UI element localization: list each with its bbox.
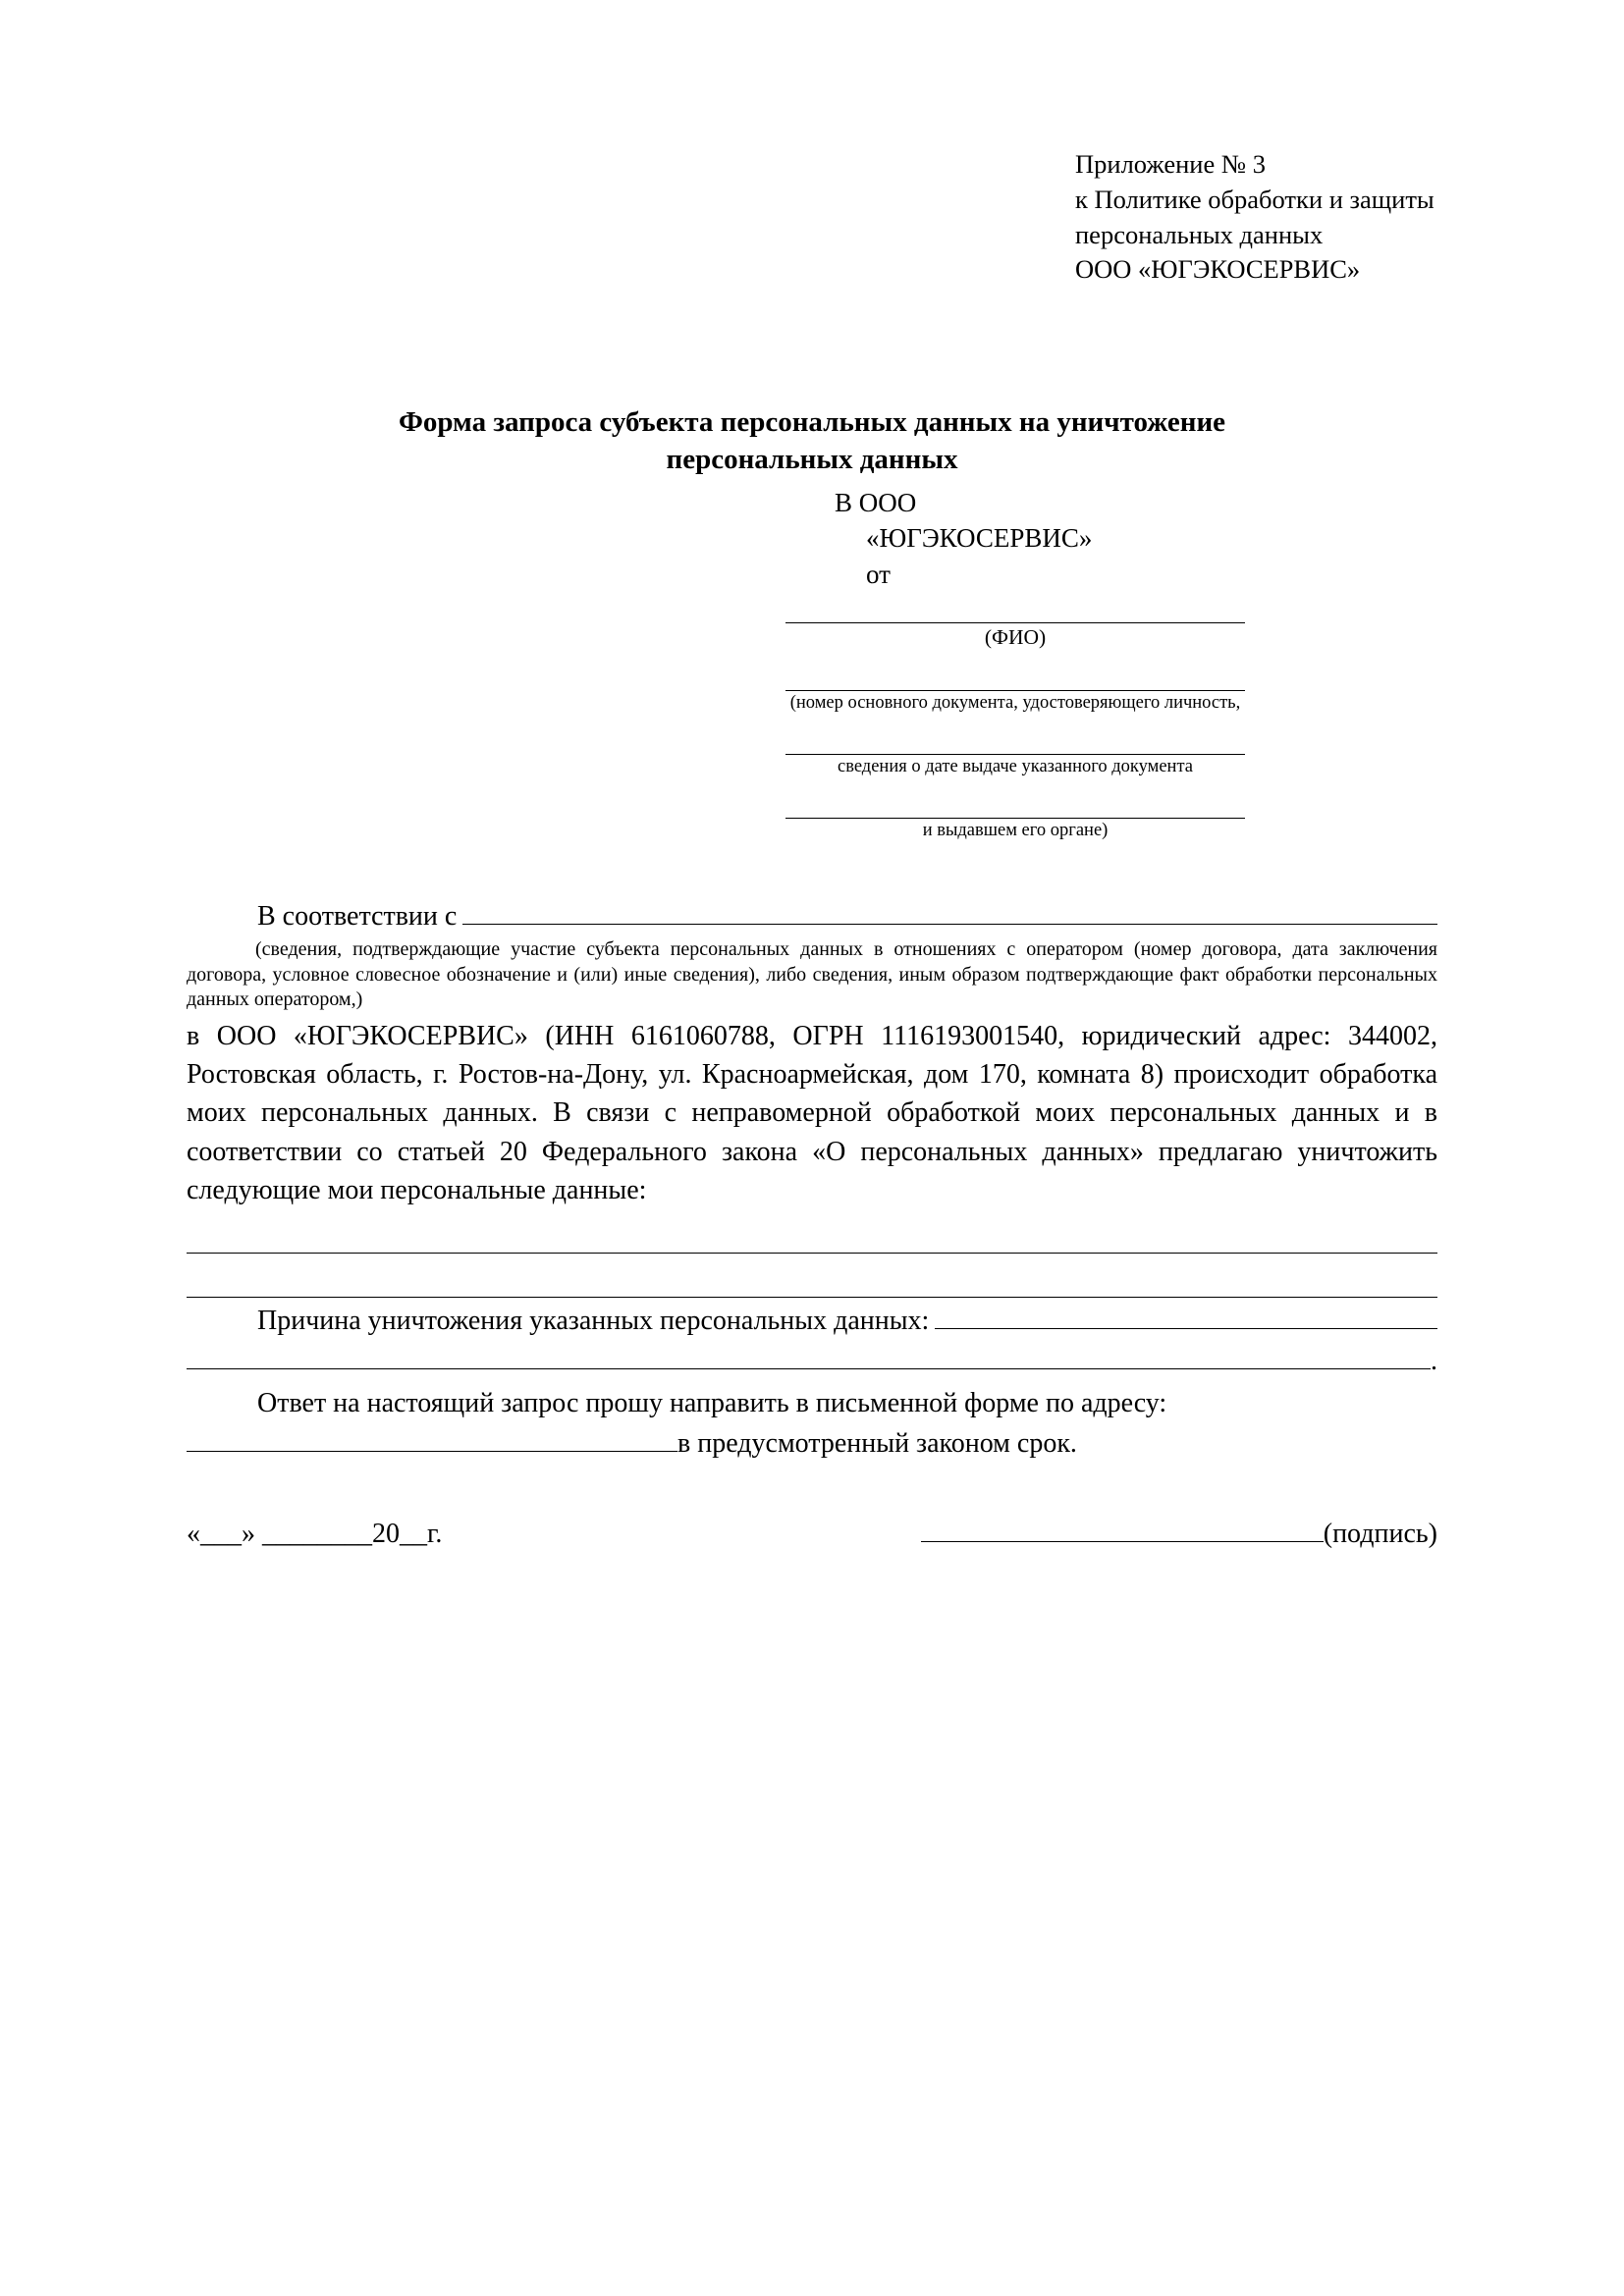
reason-continuation-row [187,1342,1437,1380]
answer-paragraph [187,1384,1437,1422]
appendix-line-1: Приложение № 3 [1075,149,1267,179]
addressee-block [835,485,1437,593]
main-paragraph: в ООО «ЮГЭКОСЕРВИС» (ИНН 6161060788, ОГРН 1116193001540, юридический адрес: 344002, Ростовская область, г. Ростов-на-Дону, ул. Красноармейская, дом 170, комната 8) происходит обработка моих персональных данных. В связи с неправомерной обработкой моих персональных данных и в соответствии со статьей 20 Федерального закона «О персональных данных» предлагаю уничтожить следующие мои персональные данные: [187,1020,1437,1205]
signature-row [187,1515,1437,1553]
signature-label: (подпись) [1323,1518,1437,1549]
document-number-caption: (номер основного документа, удостоверяющего личность, [789,692,1241,713]
address-input-line[interactable] [187,1427,677,1452]
in-accordance-row [187,897,1437,935]
document-date-caption: сведения о дате выдаче указанного документа [838,756,1193,776]
personal-data-input-line-2[interactable] [187,1259,1437,1298]
page-title [187,403,1437,479]
reason-row [187,1302,1437,1340]
date-template[interactable]: «___» ________20__г. [187,1518,443,1549]
page-title-line-1: Форма запроса субъекта персональных данных на уничтожение [398,406,1226,439]
signature-input-line[interactable] [921,1518,1324,1542]
page-title-line-2: персональных данных [666,444,958,476]
answer-text: Ответ на настоящий запрос прошу направить в письменной форме по адресу: [257,1388,1167,1419]
document-issuer-caption: и выдавшем его органе) [922,820,1109,840]
document-body [187,897,1437,1553]
document-issuer-input-line[interactable] [785,790,1245,819]
in-accordance-input-line[interactable] [462,898,1437,925]
applicant-fields [785,595,1245,842]
document-number-input-line[interactable] [785,663,1245,691]
reason-label: Причина уничтожения указанных персональных данных: [257,1305,930,1336]
addressee-line-3: от [866,560,891,590]
in-accordance-note [187,937,1437,1013]
fio-input-line[interactable] [785,595,1245,623]
appendix-reference [1075,147,1437,288]
term-text: в предусмотренный законом срок. [677,1428,1077,1460]
appendix-line-2: к Политике обработки и защиты [1075,184,1435,214]
addressee-line-1: В ООО [835,487,917,517]
in-accordance-label: В соответствии с [257,901,458,932]
appendix-line-4: ООО «ЮГЭКОСЕРВИС» [1075,254,1361,285]
personal-data-input-line-1[interactable] [187,1215,1437,1254]
addressee-line-2: «ЮГЭКОСЕРВИС» [866,523,1093,554]
document-date-input-line[interactable] [785,726,1245,755]
reason-end-dot: . [1431,1346,1437,1377]
in-accordance-note-text: (сведения, подтверждающие участие субъекта персональных данных в отношениях с оператором (номер договора, дата заключения договора, условное словесное обозначение и (или) иные сведения), либо сведения, иным образом подтверждающие факт обработки персональных данных оператором,) [187,938,1437,1011]
fio-caption: (ФИО) [984,624,1047,649]
reason-input-line-2[interactable] [187,1343,1431,1369]
appendix-line-3: персональных данных [1075,219,1324,249]
reason-input-line[interactable] [935,1303,1437,1329]
address-row [187,1424,1437,1463]
